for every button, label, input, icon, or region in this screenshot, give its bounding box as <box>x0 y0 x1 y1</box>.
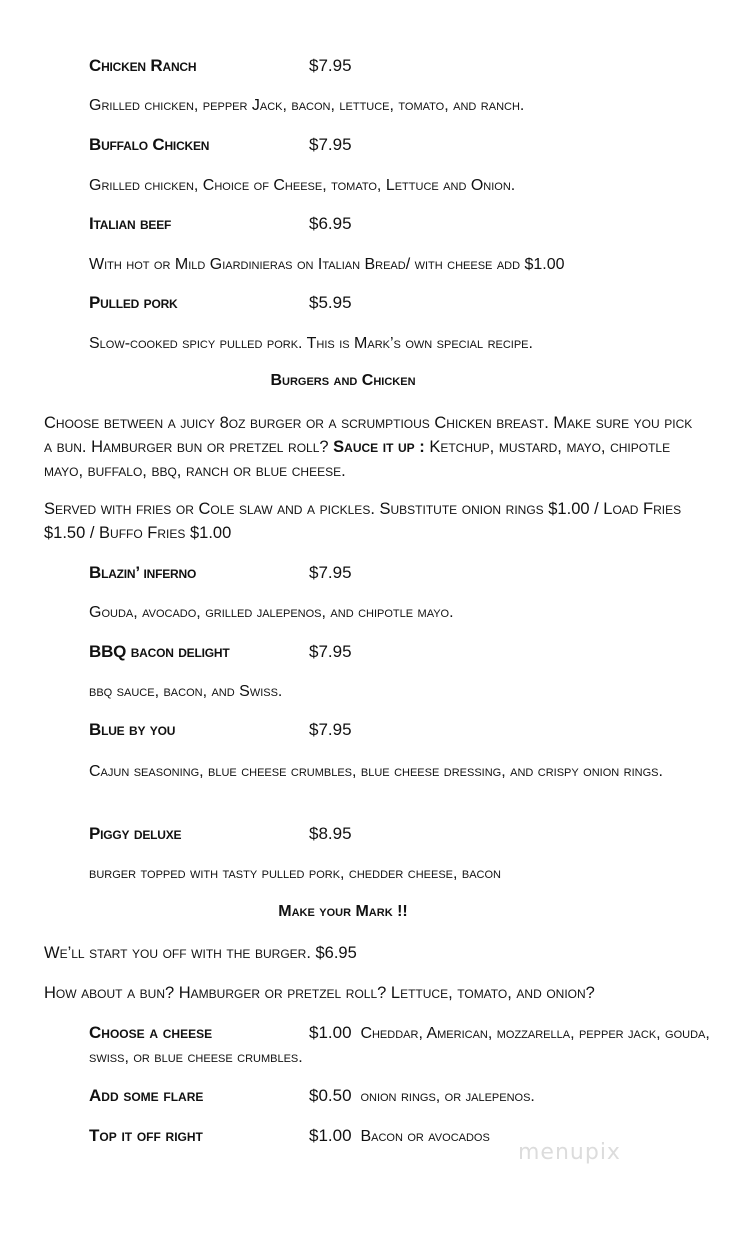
burgers-intro <box>44 411 704 483</box>
menu-item <box>89 293 729 319</box>
item-description: With hot or Mild Giardinieras on Italian Bread/ with cheese add $1.00 <box>89 256 565 273</box>
menu-item <box>89 563 729 589</box>
item-name: BBQ bacon delight <box>89 642 230 661</box>
section-heading-burgers: Burgers and Chicken <box>270 372 416 389</box>
item-description: Cajun seasoning, blue cheese crumbles, blue cheese dressing, and crispy onion rings. <box>89 763 663 780</box>
menu-item <box>89 135 729 161</box>
item-description: Grilled chicken, pepper Jack, bacon, lettuce, tomato, and ranch. <box>89 97 525 114</box>
item-description: Slow-cooked spicy pulled pork. This is Mark’s own special recipe. <box>89 335 533 352</box>
menu-item <box>89 720 729 746</box>
extra-option <box>89 1021 729 1070</box>
extra-description: onion rings, or jalepenos. <box>360 1088 535 1105</box>
sauce-label: Sauce it up : <box>333 438 425 456</box>
item-description: Grilled chicken, Choice of Cheese, tomato, Lettuce and Onion. <box>89 177 516 194</box>
item-name: Piggy deluxe <box>89 824 182 843</box>
item-name: Italian beef <box>89 214 172 233</box>
extra-option <box>89 1124 729 1149</box>
section-heading-make-your-mark: Make your Mark !! <box>278 903 408 920</box>
menu-item <box>89 642 729 668</box>
item-price: $7.95 <box>309 642 352 661</box>
item-price: $5.95 <box>309 293 352 312</box>
extra-description: Cheddar, American, mozzarella, pepper jack, gouda, swiss, or blue cheese crumbles. <box>89 1025 710 1066</box>
item-price: $7.95 <box>309 720 352 739</box>
extra-name: Top it off right <box>89 1126 203 1145</box>
menu-item <box>89 214 729 240</box>
extra-price: $1.00 <box>309 1023 352 1042</box>
extra-name: Add some flare <box>89 1086 204 1105</box>
item-price: $8.95 <box>309 824 352 843</box>
item-description: bbq sauce, bacon, and Swiss. <box>89 683 283 700</box>
mark-start: We’ll start you off with the burger. $6.95 <box>44 944 357 962</box>
item-name: Blazin’ inferno <box>89 563 197 582</box>
menu-item <box>89 824 729 850</box>
item-description: burger topped with tasty pulled pork, chedder cheese, bacon <box>89 865 501 882</box>
item-name: Blue by you <box>89 720 176 739</box>
item-name: Buffalo Chicken <box>89 135 210 154</box>
extra-option <box>89 1084 729 1109</box>
extra-description: Bacon or avocados <box>360 1128 490 1145</box>
extra-name: Choose a cheese <box>89 1023 213 1042</box>
item-name: Pulled pork <box>89 293 178 312</box>
sauce-options: Ketchup, mustard, mayo, chipotle mayo, buffalo, bbq, ranch or blue cheese. <box>44 438 671 480</box>
menu-item <box>89 56 729 82</box>
extra-price: $0.50 <box>309 1086 352 1105</box>
burgers-intro-text: Choose between a juicy 8oz burger or a scrumptious Chicken breast. Make sure you pick a bun. Hamburger bun or pretzel roll? <box>44 414 693 456</box>
watermark-logo: menupix <box>518 1140 621 1165</box>
mark-bun: How about a bun? Hamburger or pretzel roll? Lettuce, tomato, and onion? <box>44 984 595 1002</box>
item-price: $6.95 <box>309 214 352 233</box>
item-price: $7.95 <box>309 135 352 154</box>
item-price: $7.95 <box>309 563 352 582</box>
item-price: $7.95 <box>309 56 352 75</box>
item-name: Chicken Ranch <box>89 56 197 75</box>
item-description: Gouda, avocado, grilled jalepenos, and chipotle mayo. <box>89 604 454 621</box>
extra-price: $1.00 <box>309 1126 352 1145</box>
burgers-served-note: Served with fries or Cole slaw and a pickles. Substitute onion rings $1.00 / Load Fries $1.50 / Buffo Fries $1.00 <box>44 500 682 542</box>
